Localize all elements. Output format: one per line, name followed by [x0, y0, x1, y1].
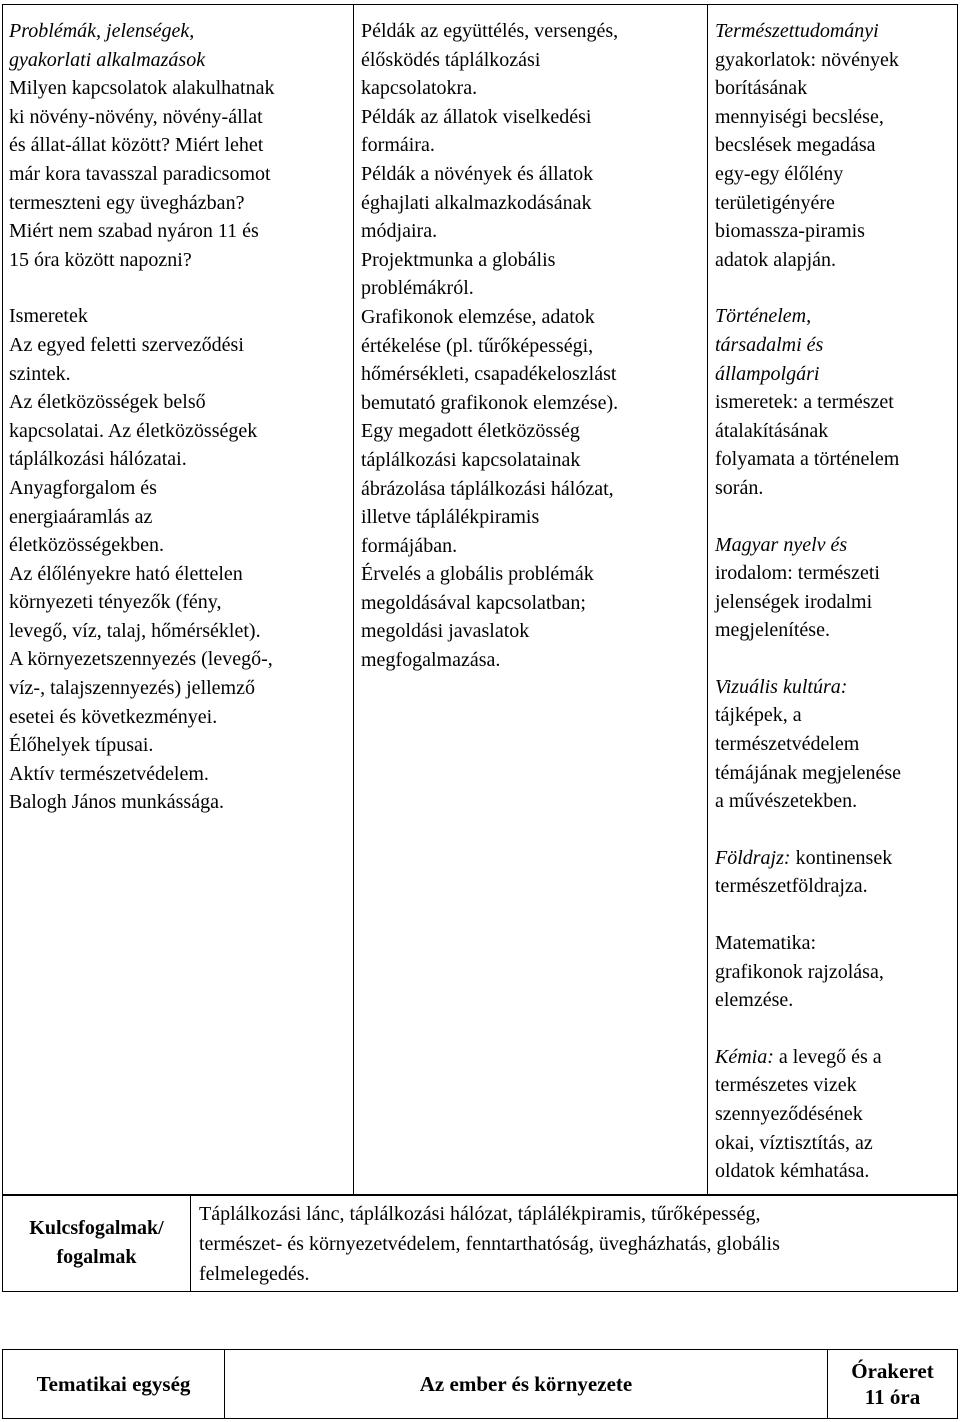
problem-line: 15 óra között napozni?	[9, 248, 192, 271]
activities-cell	[354, 5, 708, 1196]
math-line: grafikonok rajzolása,	[715, 960, 884, 983]
science-line: adatok alapján.	[715, 248, 837, 271]
science-line: egy-egy élőlény	[715, 162, 844, 185]
knowledge-line: táplálkozási hálózatai.	[9, 448, 187, 471]
chemistry-text: a levegő és a	[773, 1045, 882, 1068]
hours-cell	[828, 1350, 958, 1419]
activity-line: táplálkozási kapcsolatainak	[361, 448, 581, 471]
chemistry-line: szennyeződésének	[715, 1103, 863, 1125]
heading-line: Problémák, jelenségek,	[9, 20, 195, 42]
knowledge-line: Balogh János munkássága.	[9, 791, 224, 814]
activity-line: értékelése (pl. tűrőképességi,	[361, 334, 594, 357]
activity-line: módjaira.	[361, 220, 438, 243]
geography-entry	[715, 844, 953, 873]
activity-line: megfogalmazása.	[361, 649, 501, 672]
activity-line: bemutató grafikonok elemzése).	[361, 391, 619, 414]
activity-line: ábrázolása táplálkozási hálózat,	[361, 477, 614, 500]
key-concepts-line: Táplálkozási lánc, táplálkozási hálózat, táplálékpiramis, tűrőképesség,	[199, 1203, 761, 1225]
key-concepts-text	[191, 1195, 958, 1292]
knowledge-line: szintek.	[9, 362, 71, 385]
visual-culture-line: témájának megjelenése	[715, 761, 902, 784]
knowledge-line: A környezetszennyezés (levegő-,	[9, 648, 273, 671]
activity-line: megoldási javaslatok	[361, 620, 530, 643]
problem-line: Milyen kapcsolatok alakulhatnak	[9, 77, 275, 100]
activity-line: illetve táplálékpiramis	[361, 506, 540, 529]
activity-line: megoldásával kapcsolatban;	[361, 591, 586, 614]
problem-line: Miért nem szabad nyáron 11 és	[9, 220, 259, 243]
activity-line: kapcsolatokra.	[361, 77, 478, 100]
unit-label: Tematikai egység	[3, 1350, 225, 1419]
knowledge-heading: Ismeretek	[9, 305, 88, 328]
activity-line: Grafikonok elemzése, adatok	[361, 305, 595, 328]
science-line: becslések megadása	[715, 134, 876, 157]
knowledge-line: Az egyed feletti szerveződési	[9, 333, 244, 356]
science-line: biomassza-piramis	[715, 220, 865, 243]
knowledge-line: környezeti tényezők (fény,	[9, 591, 222, 614]
key-concepts-heading-line: Kulcsfogalmak/	[29, 1217, 164, 1240]
activity-line: Projektmunka a globális	[361, 248, 556, 271]
science-subject: Természettudományi	[715, 20, 879, 42]
math-line: elemzése.	[715, 989, 794, 1012]
knowledge-line: energiaáramlás az	[9, 505, 153, 528]
history-line: átalakításának	[715, 419, 829, 442]
activity-line: Egy megadott életközösség	[361, 420, 580, 443]
hours-label: Órakeret	[851, 1359, 934, 1383]
connections-cell	[708, 5, 958, 1196]
knowledge-line: Élőhelyek típusai.	[9, 734, 154, 757]
activity-line: problémákról.	[361, 277, 474, 300]
literature-subject: Magyar nyelv és	[715, 533, 848, 556]
history-line: folyamata a történelem	[715, 448, 900, 471]
chemistry-line: oldatok kémhatása.	[715, 1160, 870, 1183]
unit-footer-table	[2, 1349, 958, 1419]
knowledge-line: levegő, víz, talaj, hőmérséklet).	[9, 619, 261, 642]
activity-line: éghajlati alkalmazkodásának	[361, 191, 592, 214]
geography-line: természetföldrajza.	[715, 875, 868, 898]
literature-line: megjelenítése.	[715, 619, 830, 642]
geography-text: kontinensek	[790, 846, 893, 869]
problem-line: és állat-állat között? Miért lehet	[9, 134, 264, 157]
literature-line: jelenségek irodalmi	[715, 590, 873, 613]
visual-culture-subject: Vizuális kultúra:	[715, 675, 848, 698]
visual-culture-line: a művészetekben.	[715, 790, 858, 813]
key-concepts-table	[2, 1194, 958, 1292]
history-subject: társadalmi és	[715, 333, 824, 356]
activity-line: hőmérsékleti, csapadékeloszlást	[361, 363, 617, 386]
unit-title: Az ember és környezete	[225, 1350, 828, 1419]
chemistry-entry	[715, 1043, 953, 1072]
knowledge-line: víz-, talajszennyezés) jellemző	[9, 677, 255, 700]
activity-line: formáira.	[361, 134, 435, 157]
chemistry-line: okai, víztisztítás, az	[715, 1131, 873, 1154]
visual-culture-line: természetvédelem	[715, 733, 860, 756]
key-concepts-line: természet- és környezetvédelem, fenntarthatóság, üvegházhatás, globális	[199, 1233, 780, 1255]
problems-knowledge-cell	[3, 5, 354, 1196]
activity-line: Példák az együttélés, versengés,	[361, 20, 619, 42]
activity-line: Példák az állatok viselkedési	[361, 105, 592, 128]
knowledge-line: esetei és következményei.	[9, 705, 218, 728]
activity-line: formájában.	[361, 534, 458, 557]
problem-line: termeszteni egy üvegházban?	[9, 191, 245, 214]
activity-line: élősködés táplálkozási	[361, 48, 541, 71]
problem-line: ki növény-növény, növény-állat	[9, 105, 263, 128]
chemistry-subject: Kémia:	[715, 1045, 774, 1068]
chemistry-line: természetes vizek	[715, 1074, 857, 1097]
problem-line: már kora tavasszal paradicsomot	[9, 162, 271, 185]
activity-line: Példák a növények és állatok	[361, 162, 594, 185]
knowledge-line: életközösségekben.	[9, 534, 164, 557]
knowledge-line: Az életközösségek belső	[9, 391, 206, 414]
knowledge-line: Az élőlényekre ható élettelen	[9, 562, 243, 585]
key-concepts-heading	[3, 1195, 191, 1292]
key-concepts-heading-line: fogalmak	[56, 1246, 137, 1268]
math-line: Matematika:	[715, 932, 817, 955]
hours-value: 11 óra	[864, 1385, 921, 1409]
history-line: során.	[715, 476, 764, 499]
curriculum-table	[2, 4, 958, 1196]
history-subject: Történelem,	[715, 305, 812, 328]
knowledge-line: Aktív természetvédelem.	[9, 762, 209, 785]
science-line: területigényére	[715, 191, 835, 214]
heading-line: gyakorlati alkalmazások	[9, 48, 206, 71]
visual-culture-line: tájképek, a	[715, 704, 802, 727]
literature-line: irodalom: természeti	[715, 562, 880, 585]
key-concepts-line: felmelegedés.	[199, 1263, 310, 1285]
history-line: ismeretek: a természet	[715, 391, 894, 414]
science-line: gyakorlatok: növények	[715, 48, 899, 71]
geography-subject: Földrajz:	[715, 846, 791, 869]
knowledge-line: Anyagforgalom és	[9, 476, 157, 499]
science-line: mennyiségi becslése,	[715, 105, 884, 128]
activity-line: Érvelés a globális problémák	[361, 563, 594, 586]
knowledge-line: kapcsolatai. Az életközösségek	[9, 419, 258, 442]
history-subject: állampolgári	[715, 362, 820, 385]
science-line: borításának	[715, 77, 808, 100]
